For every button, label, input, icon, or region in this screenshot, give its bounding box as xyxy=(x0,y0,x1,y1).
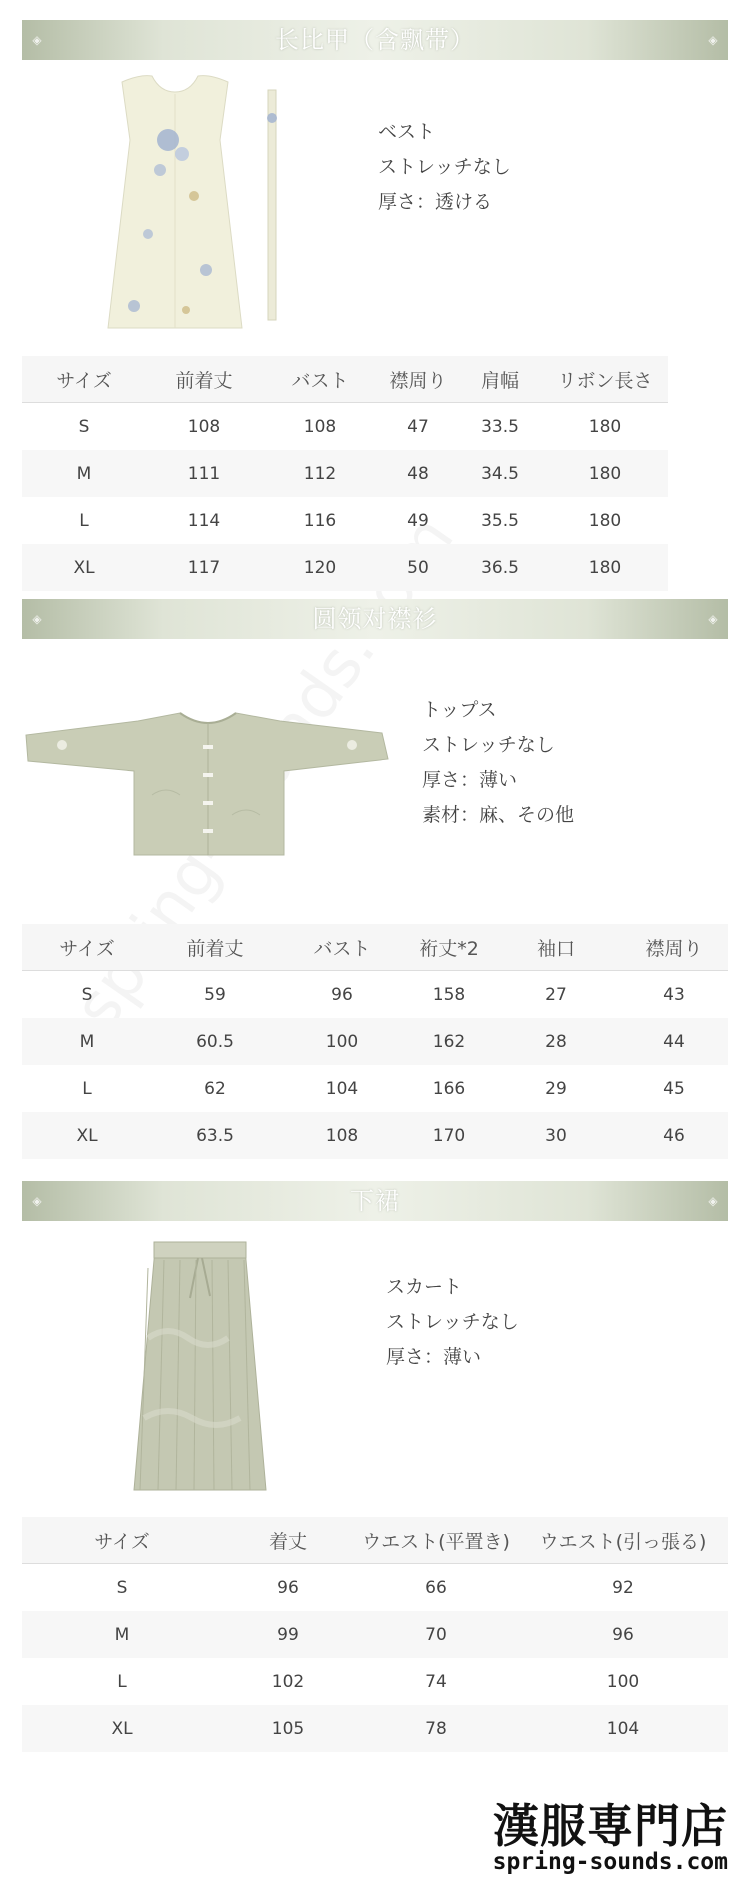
column-header: サイズ xyxy=(22,1517,222,1564)
table-row xyxy=(22,1564,728,1612)
table-cell: XL xyxy=(22,1705,222,1752)
table-cell: 35.5 xyxy=(481,510,519,531)
table-row xyxy=(22,544,668,591)
table-cell: 108 xyxy=(303,416,337,437)
table-cell: 33.5 xyxy=(481,416,519,437)
table-cell: 92 xyxy=(612,1577,634,1598)
size-table-skirt xyxy=(22,1517,728,1752)
table-cell: 48 xyxy=(378,450,458,497)
table-cell: 47 xyxy=(407,416,429,437)
table-cell: 66 xyxy=(425,1577,447,1598)
table-cell: L xyxy=(82,1078,92,1099)
product-description-vest xyxy=(378,115,511,220)
table-cell: 63.5 xyxy=(152,1112,278,1159)
desc-line: 素材：麻、その他 xyxy=(422,804,575,826)
desc-line: ストレッチなし xyxy=(422,734,555,756)
table-cell: 30 xyxy=(492,1112,620,1159)
size-table-top xyxy=(22,924,728,1159)
table-cell: M xyxy=(22,1018,152,1065)
table-row xyxy=(22,497,668,544)
table-header-row xyxy=(22,1517,728,1564)
column-header: バスト xyxy=(262,356,378,403)
table-row xyxy=(22,1658,728,1705)
table-cell: S xyxy=(116,1577,128,1598)
table-cell: 180 xyxy=(588,416,622,437)
table-cell: 60.5 xyxy=(152,1018,278,1065)
table-cell: 27 xyxy=(545,984,567,1005)
section-header-top xyxy=(22,599,728,639)
table-cell: 166 xyxy=(432,1078,466,1099)
table-cell: 78 xyxy=(354,1705,518,1752)
jacket-image xyxy=(22,705,392,865)
table-row xyxy=(22,450,668,497)
column-header: ウエスト(平置き) xyxy=(354,1517,518,1564)
desc-line: ストレッチなし xyxy=(378,156,511,178)
column-header: 前着丈 xyxy=(152,924,278,971)
table-cell: 104 xyxy=(518,1705,728,1752)
table-cell: 180 xyxy=(542,544,668,591)
column-header: サイズ xyxy=(22,924,152,971)
table-row xyxy=(22,403,668,451)
table-cell: 28 xyxy=(492,1018,620,1065)
table-cell: 111 xyxy=(146,450,262,497)
table-cell: 44 xyxy=(620,1018,728,1065)
table-cell: 96 xyxy=(277,1577,299,1598)
table-cell: 104 xyxy=(325,1078,359,1099)
table-cell: 59 xyxy=(204,984,226,1005)
table-cell: 96 xyxy=(518,1611,728,1658)
table-cell: S xyxy=(81,984,93,1005)
table-cell: 49 xyxy=(407,510,429,531)
table-cell: 120 xyxy=(262,544,378,591)
section-title: 圆领对襟衫 xyxy=(312,605,438,633)
ornament-icon: ◈ xyxy=(708,612,718,626)
table-cell: 70 xyxy=(354,1611,518,1658)
column-header: 襟周り xyxy=(620,924,728,971)
table-cell: 34.5 xyxy=(458,450,542,497)
table-cell: 46 xyxy=(620,1112,728,1159)
shop-url: spring-sounds.com xyxy=(492,1849,728,1875)
column-header: バスト xyxy=(278,924,406,971)
shop-name: 漢服専門店 xyxy=(493,1799,728,1853)
column-header: ウエスト(引っ張る) xyxy=(518,1517,728,1564)
table-cell: 158 xyxy=(432,984,466,1005)
ornament-icon: ◈ xyxy=(708,33,718,47)
ornament-icon: ◈ xyxy=(32,1194,42,1208)
section-header-skirt xyxy=(22,1181,728,1221)
column-header: 裄丈*2 xyxy=(406,924,492,971)
table-cell: M xyxy=(22,1611,222,1658)
product-description-top xyxy=(422,693,574,833)
table-cell: 108 xyxy=(278,1112,406,1159)
desc-line: ベスト xyxy=(378,121,436,143)
desc-line: トップス xyxy=(422,699,497,721)
table-cell: 116 xyxy=(303,510,337,531)
ornament-icon: ◈ xyxy=(32,33,42,47)
table-cell: 117 xyxy=(146,544,262,591)
desc-line: 厚さ：薄い xyxy=(386,1346,482,1368)
table-cell: M xyxy=(22,450,146,497)
table-cell: 114 xyxy=(187,510,221,531)
table-row xyxy=(22,1065,728,1112)
table-cell: 29 xyxy=(545,1078,567,1099)
table-cell: 180 xyxy=(542,450,668,497)
desc-line: 厚さ：透ける xyxy=(378,191,493,213)
table-row xyxy=(22,971,728,1019)
table-cell: 74 xyxy=(425,1671,447,1692)
table-cell: 108 xyxy=(187,416,221,437)
table-cell: 62 xyxy=(204,1078,226,1099)
column-header: 肩幅 xyxy=(458,356,542,403)
table-cell: 100 xyxy=(606,1671,640,1692)
table-row xyxy=(22,1611,728,1658)
table-row xyxy=(22,1018,728,1065)
table-cell: XL xyxy=(22,1112,152,1159)
table-cell: 162 xyxy=(406,1018,492,1065)
product-description-skirt xyxy=(386,1270,519,1375)
table-cell: 170 xyxy=(406,1112,492,1159)
table-header-row xyxy=(22,356,668,403)
section-title: 下裙 xyxy=(350,1187,400,1215)
column-header: リボン長さ xyxy=(542,356,668,403)
table-cell: S xyxy=(78,416,90,437)
column-header: サイズ xyxy=(22,356,146,403)
ornament-icon: ◈ xyxy=(32,612,42,626)
table-row xyxy=(22,1705,728,1752)
table-cell: L xyxy=(117,1671,127,1692)
table-cell: 45 xyxy=(663,1078,685,1099)
table-header-row xyxy=(22,924,728,971)
table-cell: 102 xyxy=(271,1671,305,1692)
table-cell: 105 xyxy=(222,1705,354,1752)
table-cell: 36.5 xyxy=(458,544,542,591)
table-cell: L xyxy=(79,510,89,531)
desc-line: スカート xyxy=(386,1276,463,1298)
vest-with-ribbon-image xyxy=(70,70,290,340)
column-header: 前着丈 xyxy=(146,356,262,403)
size-table-vest xyxy=(22,356,668,591)
table-cell: 43 xyxy=(663,984,685,1005)
section-title: 长比甲（含飘带） xyxy=(275,26,475,54)
ornament-icon: ◈ xyxy=(708,1194,718,1208)
desc-line: 厚さ：薄い xyxy=(422,769,518,791)
table-row xyxy=(22,1112,728,1159)
section-header-vest xyxy=(22,20,728,60)
table-cell: 96 xyxy=(331,984,353,1005)
table-cell: 99 xyxy=(222,1611,354,1658)
table-cell: 100 xyxy=(278,1018,406,1065)
table-cell: 180 xyxy=(588,510,622,531)
column-header: 袖口 xyxy=(492,924,620,971)
column-header: 着丈 xyxy=(222,1517,354,1564)
table-cell: 112 xyxy=(262,450,378,497)
column-header: 襟周り xyxy=(378,356,458,403)
table-cell: 50 xyxy=(378,544,458,591)
table-cell: XL xyxy=(22,544,146,591)
desc-line: ストレッチなし xyxy=(386,1311,519,1333)
pleated-skirt-image xyxy=(128,1238,272,1500)
